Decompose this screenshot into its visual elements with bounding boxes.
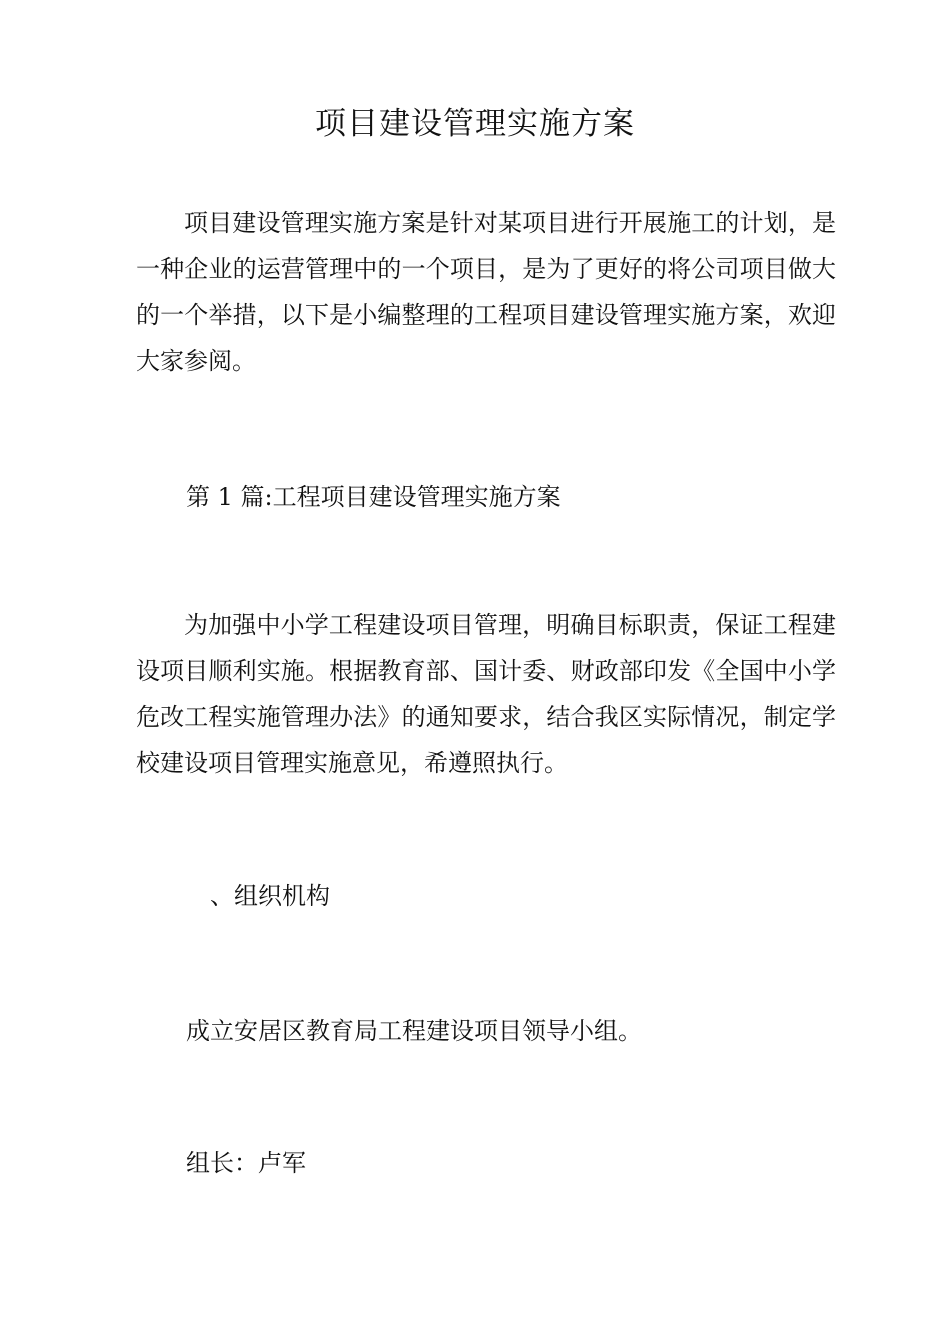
chapter-heading: 第 1 篇:工程项目建设管理实施方案 bbox=[186, 483, 561, 511]
body-paragraph: 为加强中小学工程建设项目管理，明确目标职责，保证工程建设项目顺利实施。根据教育部、国计委、财政部印发《全国中小学危改工程实施管理办法》的通知要求，结合我区实际情况，制定学校建设项目管理实施意见，希遵照执行。 bbox=[136, 611, 836, 777]
leader-line: 组长：卢军 bbox=[186, 1149, 306, 1177]
group-line: 成立安居区教育局工程建设项目领导小组。 bbox=[186, 1017, 642, 1045]
document-title: 项目建设管理实施方案 bbox=[315, 106, 635, 142]
section-heading: 、组织机构 bbox=[210, 882, 330, 910]
intro-paragraph: 项目建设管理实施方案是针对某项目进行开展施工的计划，是一种企业的运营管理中的一个项目，是为了更好的将公司项目做大的一个举措，以下是小编整理的工程项目建设管理实施方案，欢迎大家参阅。 bbox=[136, 209, 836, 375]
